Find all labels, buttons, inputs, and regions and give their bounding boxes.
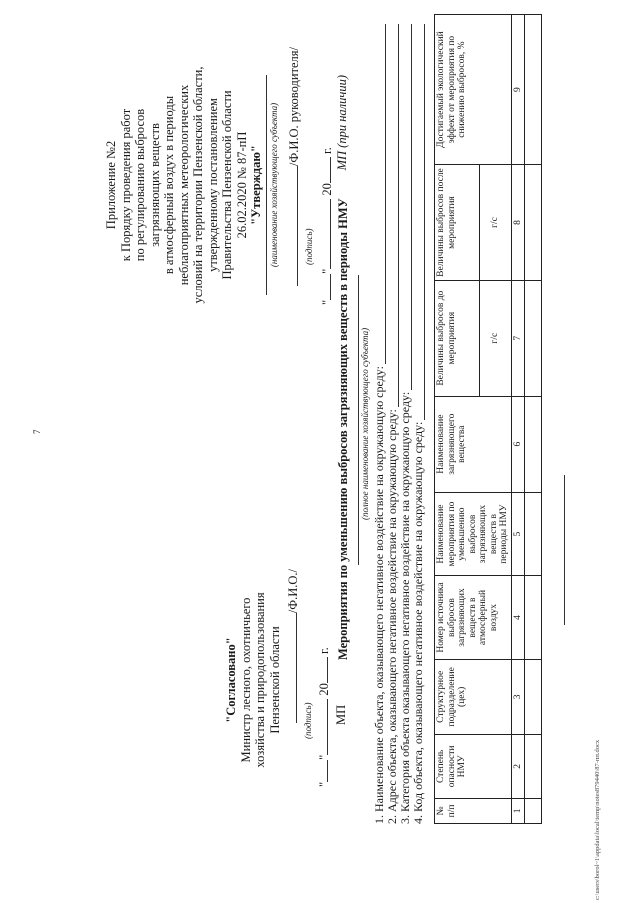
day-line [317, 760, 328, 782]
field-line [424, 24, 425, 420]
date-quote: " [320, 299, 334, 305]
field-label: 1. Наименование объекта, оказывающего негативное воздействие на окружающую среду: [372, 366, 386, 824]
header-cell: Величины выбросов после мероприятия [435, 165, 480, 281]
year-line [317, 657, 328, 683]
appendix-line: неблагоприятных метеорологических [176, 84, 191, 286]
unit-cell: г/с [479, 165, 511, 281]
field-list [373, 24, 425, 824]
full-name-line [358, 275, 359, 565]
full-name-hint: (полное наименование хозяйствующего субъекта) [360, 327, 370, 520]
field-label: 4. Код объекта, оказывающего негативное воздействие на окружающую среду: [411, 421, 425, 824]
year-suffix: г. [317, 647, 331, 655]
number-cell: 9 [511, 15, 525, 165]
table-header-row [435, 15, 480, 824]
appendix-block [104, 35, 349, 335]
appendix-line: по регулированию выбросов [133, 108, 147, 262]
agreed-line: Пензенской области [267, 626, 282, 734]
year-line [320, 157, 331, 183]
field-line [411, 24, 412, 390]
table-row [525, 15, 542, 824]
file-path-footer: c:\users\borol~1\appdata\local\temp\notes879440\87-пп.docx [594, 739, 601, 900]
field-line [385, 24, 386, 364]
field-line [398, 24, 399, 407]
header-cell: Номер источника выбросов загрязняющих веществ в атмосферный воздух [435, 576, 512, 659]
number-cell: 6 [511, 396, 525, 492]
table-number-row [511, 15, 525, 824]
number-cell: 5 [511, 492, 525, 576]
date-quote: " [317, 781, 331, 787]
appendix-line: 26.02.2020 № 87-пП [234, 131, 249, 239]
number-cell: 4 [511, 576, 525, 659]
agreed-stamp: МП [333, 704, 348, 725]
table-cell [525, 280, 542, 396]
year-prefix: 20 [317, 683, 331, 696]
appendix-line: условий на территории Пензенской области, [191, 66, 205, 304]
date-quote: " [317, 754, 331, 760]
table-cell [525, 734, 542, 798]
header-cell: Структурное подразделение (цех) [435, 659, 512, 734]
year-prefix: 20 [320, 183, 334, 196]
appendix-line: утвержденному постановлением [205, 98, 220, 272]
number-cell: 7 [511, 280, 525, 396]
agreed-date-row [317, 565, 332, 795]
appendix-line: Правительства Пензенской области [220, 90, 234, 280]
head-signature-row [287, 35, 302, 335]
signature-line [286, 613, 297, 723]
agreed-line: Министр лесного, охотничьего [238, 597, 253, 763]
document-title: Мероприятия по уменьшению выбросов загрязняющих веществ в периоды НМУ [336, 198, 350, 660]
appendix-line: загрязняющих веществ [147, 123, 162, 247]
stamp-note: МП (при наличии) [334, 75, 349, 171]
table-cell [525, 492, 542, 576]
number-cell: 1 [511, 798, 525, 823]
header-cell: Степень опасности НМУ [435, 734, 512, 798]
agreed-signature-hint: (подпись) [302, 702, 313, 739]
date-quote: " [320, 268, 334, 274]
header-cell: Наименование мероприятия по уменьшению выбросов загрязняющих веществ в периоды НМУ [435, 492, 512, 576]
agreed-title: "Согласовано" [224, 637, 238, 723]
number-cell: 8 [511, 165, 525, 281]
header-cell: № п/п [435, 798, 512, 823]
signature-line [287, 166, 298, 286]
page-number: 7 [32, 429, 42, 434]
entity-hint: (наименование хозяйствующего субъекта) [268, 102, 279, 268]
agreed-fio: /Ф.И.О./ [286, 569, 300, 614]
header-cell: Достигаемый экологический эффект от мероприятия по снижению выбросов, % [435, 15, 512, 165]
number-cell: 3 [511, 659, 525, 734]
table-cell [525, 659, 542, 734]
day-line [320, 274, 331, 300]
approve-label: "Утверждаю" [249, 145, 263, 225]
table-cell [525, 15, 542, 165]
approve-date-row [320, 35, 335, 335]
appendix-line: в атмосферный воздух в периоды [162, 95, 176, 275]
table-cell [525, 165, 542, 281]
fio-head: /Ф.И.О. руководителя/ [287, 47, 301, 167]
table-cell [525, 798, 542, 823]
unit-cell: г/с [479, 280, 511, 396]
table-cell [525, 396, 542, 492]
header-cell: Наименование загрязняющего вещества [435, 396, 512, 492]
month-line [317, 699, 328, 755]
month-line [320, 199, 331, 269]
agreed-block [224, 565, 348, 795]
appendix-line: к Порядку проведения работ [118, 108, 133, 262]
number-cell: 2 [511, 734, 525, 798]
agreed-line: хозяйства и природопользования [253, 592, 267, 768]
field-label: 3. Категория объекта оказывающего негативное воздействие на окружающую среду: [398, 391, 412, 824]
field-row [412, 24, 425, 824]
header-cell: Величины выбросов до мероприятия [435, 280, 480, 396]
separator-line [564, 475, 565, 625]
agreed-signature-row [286, 565, 301, 795]
appendix-line: Приложение №2 [104, 140, 118, 230]
table-cell [525, 576, 542, 659]
measures-table [434, 14, 542, 824]
field-label: 2. Адрес объекта, оказывающего негативное воздействие на окружающую среду: [385, 409, 399, 824]
year-suffix: г. [320, 147, 334, 155]
signature-hint: (подпись) [303, 228, 314, 265]
